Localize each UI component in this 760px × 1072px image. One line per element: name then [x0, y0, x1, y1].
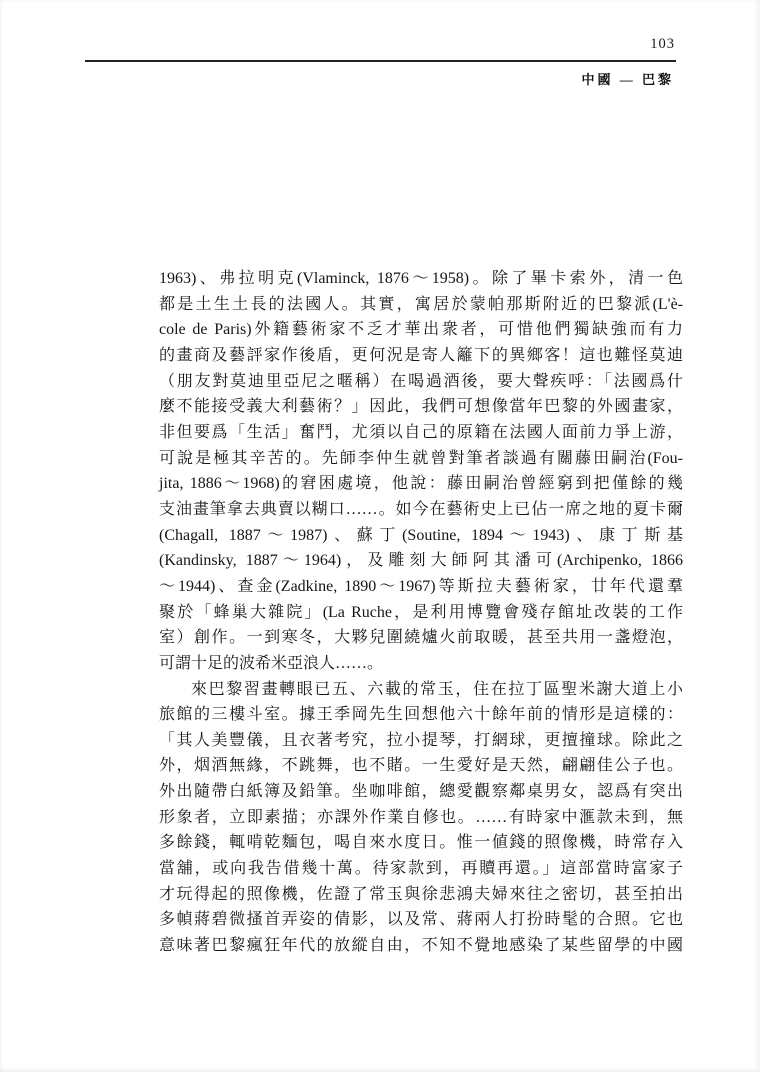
running-head: 中國 — 巴黎	[581, 72, 674, 87]
text-line: 麼不能接受義大利藝術？」因此，我們可想像當年巴黎的外國畫家，	[159, 398, 683, 416]
paragraph-1	[159, 266, 683, 677]
text-line: ～1944)、查金(Zadkine, 1890～1967)等斯拉夫藝術家，廿年代還羣	[159, 577, 683, 595]
text-line: 「其人美豐儀，且衣著考究，拉小提琴，打網球，更擅撞球。除此之	[159, 731, 683, 749]
text-line: 意味著巴黎瘋狂年代的放縱自由，不知不覺地感染了某些留學的中國	[159, 937, 683, 955]
text-line: 可說是極其辛苦的。先師李仲生就曾對筆者談過有關藤田嗣治(Fou-	[159, 449, 683, 467]
text-line: (Chagall, 1887～1987)、蘇丁(Soutine, 1894～1943)、康丁斯基	[159, 526, 683, 544]
text-line: 的畫商及藝評家作後盾，更何況是寄人籬下的異鄉客！這也難怪莫迪	[159, 346, 683, 364]
text-line: 外，烟酒無緣，不跳舞，也不賭。一生愛好是天然，翩翩佳公子也。	[159, 757, 683, 775]
paragraph-2	[159, 677, 683, 959]
text-line: 支油畫筆拿去典賣以糊口……。如今在藝術史上已佔一席之地的夏卡爾	[159, 500, 683, 518]
text-line: (Kandinsky, 1887～1964)，及雕刻大師阿其潘可(Archipenko, 1866	[159, 552, 683, 570]
text-line: 都是土生土長的法國人。其實，寓居於蒙帕那斯附近的巴黎派(L'è-	[159, 295, 683, 313]
text-line: 1963)、弗拉明克(Vlaminck, 1876～1958)。除了畢卡索外，清一色	[159, 270, 683, 287]
text-line: 室）創作。一到寒冬，大夥兒圍繞爐火前取暖，甚至共用一盞燈泡，	[159, 629, 683, 647]
text-line: cole de Paris)外籍藝術家不乏才華出衆者，可惜他們獨缺強而有力	[159, 321, 683, 339]
text-line: 才玩得起的照像機，佐證了常玉與徐悲鴻夫婦來往之密切，甚至拍出	[159, 885, 683, 903]
text-line: 當舖，或向我告借幾十萬。待家款到，再贖再還。」這部當時富家子	[159, 860, 683, 878]
text-line: 聚於「蜂巢大雜院」(La Ruche，是利用博覽會殘存館址改裝的工作	[159, 603, 683, 621]
text-line: 多幀蔣碧微搔首弄姿的倩影，以及常、蔣兩人打扮時髦的合照。它也	[159, 911, 683, 929]
body-text	[159, 266, 683, 959]
text-line: 可謂十足的波希米亞浪人……。	[159, 654, 384, 672]
text-line: 多餘錢，輒啃乾麵包，喝自來水度日。惟一値錢的照像機，時常存入	[159, 834, 683, 852]
text-line: 旅館的三樓斗室。據王季岡先生回想他六十餘年前的情形是這樣的：	[159, 706, 683, 724]
text-line: 形象者，立即素描；亦課外作業自修也。……有時家中滙款未到，無	[159, 808, 683, 826]
text-line: 外出隨帶白紙簿及鉛筆。坐咖啡館，總愛觀察鄰桌男女，認爲有突出	[159, 783, 683, 801]
page-number: 103	[650, 36, 675, 52]
text-line: jita, 1886～1968)的窘困處境，他說：藤田嗣治曾經窮到把僅餘的幾	[159, 475, 683, 493]
text-line: （朋友對莫迪里亞尼之暱稱）在喝過酒後，要大聲疾呼：「法國爲什	[159, 372, 683, 390]
header-rule	[85, 60, 676, 62]
text-line: 非但要爲「生活」奮鬥，尤須以自己的原籍在法國人面前力爭上游，	[159, 423, 683, 441]
text-line: 來巴黎習畫轉眼已五、六載的常玉，住在拉丁區聖米謝大道上小	[191, 680, 683, 698]
